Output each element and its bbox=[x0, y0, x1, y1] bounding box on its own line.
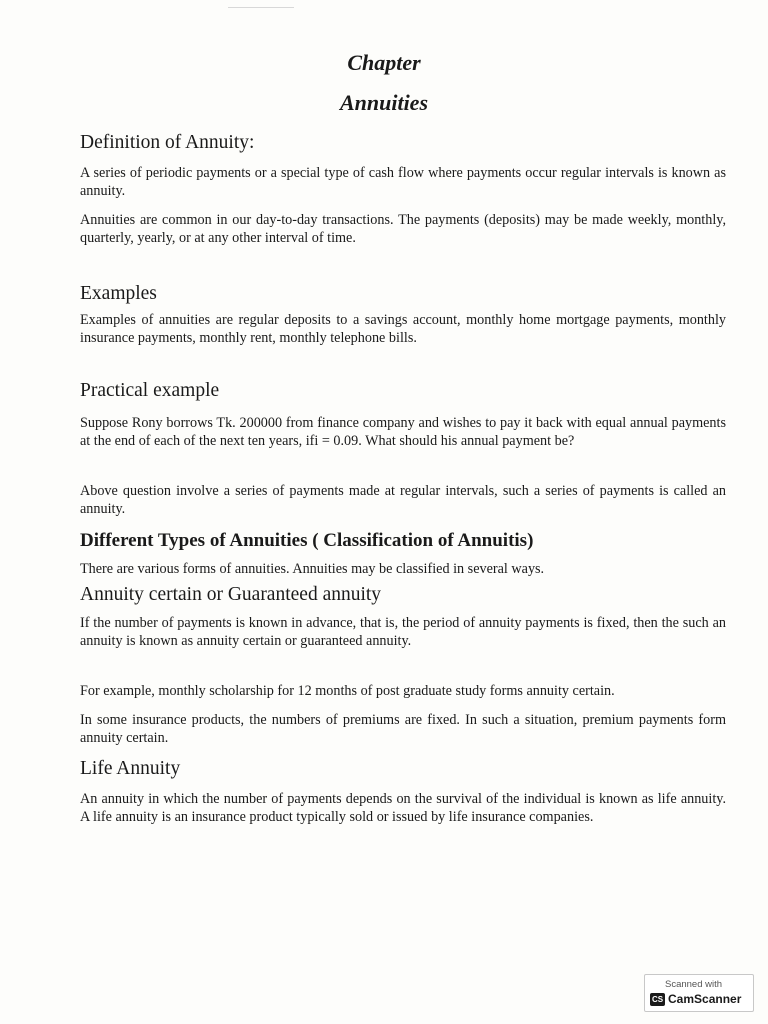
life-annuity-heading: Life Annuity bbox=[80, 758, 181, 779]
chapter-title: Annuities bbox=[339, 90, 429, 115]
definition-paragraph-2: Annuities are common in our day-to-day transactions. The payments (deposits) may be made weekly, monthly, quarterly, yearly, or at any other interval of time. bbox=[80, 212, 726, 246]
practical-example-paragraph-2: Above question involve a series of payments made at regular intervals, such a series of payments is called an annuity. bbox=[80, 483, 726, 517]
definition-heading: Definition of Annuity: bbox=[80, 132, 255, 153]
annuity-certain-paragraph-3: In some insurance products, the numbers of premiums are fixed. In such a situation, premium payments form annuity certain. bbox=[80, 712, 726, 746]
camscanner-logo-icon: CS bbox=[651, 995, 664, 1004]
types-heading: Different Types of Annuities ( Classification of Annuitis) bbox=[80, 530, 534, 551]
practical-example-heading: Practical example bbox=[80, 380, 220, 401]
badge-brand-name: CamScanner bbox=[668, 992, 742, 1006]
scan-artifact-line bbox=[228, 7, 294, 8]
camscanner-badge bbox=[644, 974, 754, 1012]
badge-scanned-with-text: Scanned with bbox=[665, 979, 723, 990]
annuity-certain-heading: Annuity certain or Guaranteed annuity bbox=[80, 584, 382, 605]
annuity-certain-paragraph-2: For example, monthly scholarship for 12 months of post graduate study forms annuity certain. bbox=[80, 683, 615, 699]
definition-paragraph-1: A series of periodic payments or a special type of cash flow where payments occur regular intervals is known as annuity. bbox=[80, 165, 726, 199]
types-paragraph: There are various forms of annuities. Annuities may be classified in several ways. bbox=[80, 561, 545, 577]
life-annuity-paragraph: An annuity in which the number of payments depends on the survival of the individual is known as life annuity. A life annuity is an insurance product typically sold or issued by life insurance companies. bbox=[80, 791, 726, 825]
practical-example-paragraph-1: Suppose Rony borrows Tk. 200000 from finance company and wishes to pay it back with equal annual payments at the end of each of the next ten years, ifi = 0.09. What should his annual payment be? bbox=[80, 415, 726, 449]
examples-paragraph: Examples of annuities are regular deposits to a savings account, monthly home mortgage payments, monthly insurance payments, monthly rent, monthly telephone bills. bbox=[80, 312, 726, 346]
examples-heading: Examples bbox=[80, 283, 157, 304]
annuity-certain-paragraph-1: If the number of payments is known in advance, that is, the period of annuity payments is fixed, then the such an annuity is known as annuity certain or guaranteed annuity. bbox=[80, 615, 726, 649]
chapter-label: Chapter bbox=[347, 50, 421, 75]
